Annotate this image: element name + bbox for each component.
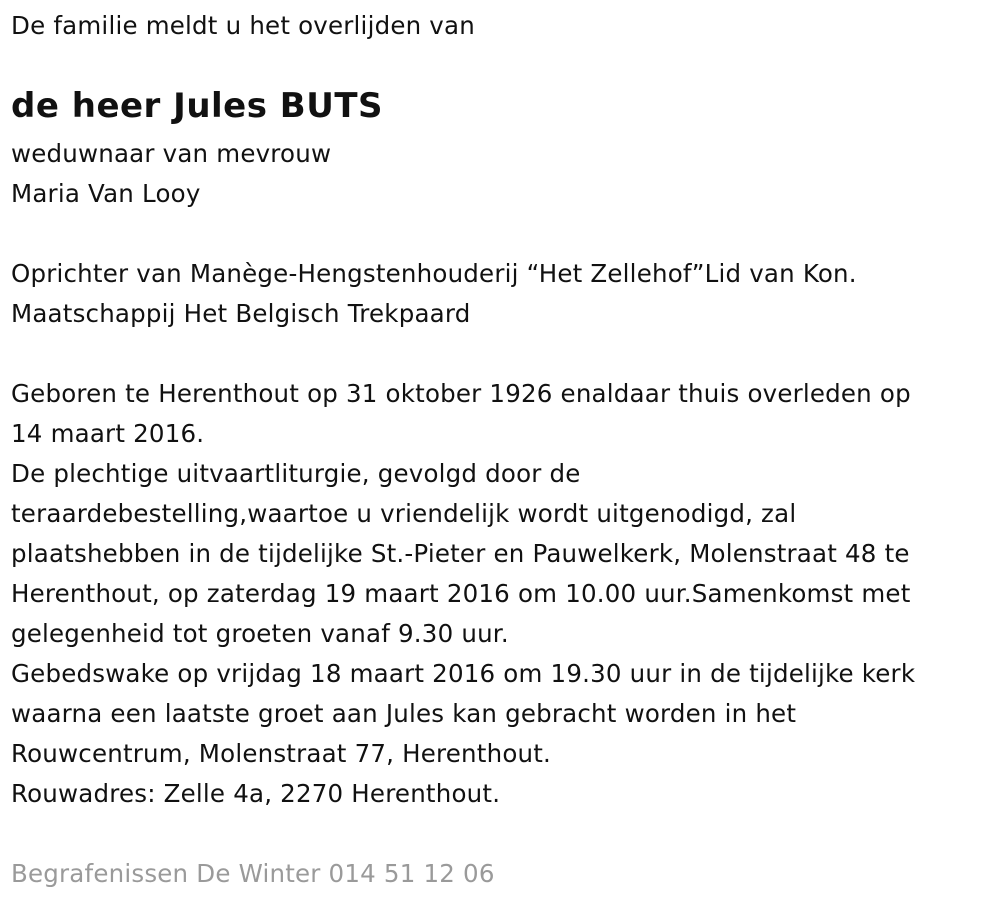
details-line: gelegenheid tot groeten vanaf 9.30 uur. — [11, 619, 509, 648]
details-line: waarna een laatste groet aan Jules kan gebracht worden in het — [11, 699, 797, 728]
widower-block — [11, 134, 331, 214]
founder-block — [11, 254, 857, 334]
details-line: Geboren te Herenthout op 31 oktober 1926 enaldaar thuis overleden op — [11, 379, 911, 408]
funeral-details-block — [11, 374, 915, 814]
details-line: teraardebestelling,waartoe u vriendelijk wordt uitgenodigd, zal — [11, 499, 797, 528]
founder-line-1: Oprichter van Manège-Hengstenhouderij “Het Zellehof”Lid van Kon. — [11, 259, 857, 288]
details-line: 14 maart 2016. — [11, 419, 205, 448]
widower-line-1: weduwnaar van mevrouw — [11, 139, 332, 168]
details-line: plaatshebben in de tijdelijke St.-Pieter en Pauwelkerk, Molenstraat 48 te — [11, 539, 910, 568]
details-line: Herenthout, op zaterdag 19 maart 2016 om 10.00 uur.Samenkomst met — [11, 579, 911, 608]
deceased-name: de heer Jules BUTS — [11, 86, 384, 126]
founder-line-2: Maatschappij Het Belgisch Trekpaard — [11, 299, 471, 328]
details-line: Gebedswake op vrijdag 18 maart 2016 om 19.30 uur in de tijdelijke kerk — [11, 659, 916, 688]
mourning-address: Rouwadres: Zelle 4a, 2270 Herenthout. — [11, 779, 501, 808]
widower-line-2: Maria Van Looy — [11, 179, 201, 208]
intro-text: De familie meldt u het overlijden van — [11, 11, 475, 40]
details-line: De plechtige uitvaartliturgie, gevolgd door de — [11, 459, 581, 488]
details-line: Rouwcentrum, Molenstraat 77, Herenthout. — [11, 739, 552, 768]
funeral-home-footer: Begrafenissen De Winter 014 51 12 06 — [11, 859, 495, 888]
